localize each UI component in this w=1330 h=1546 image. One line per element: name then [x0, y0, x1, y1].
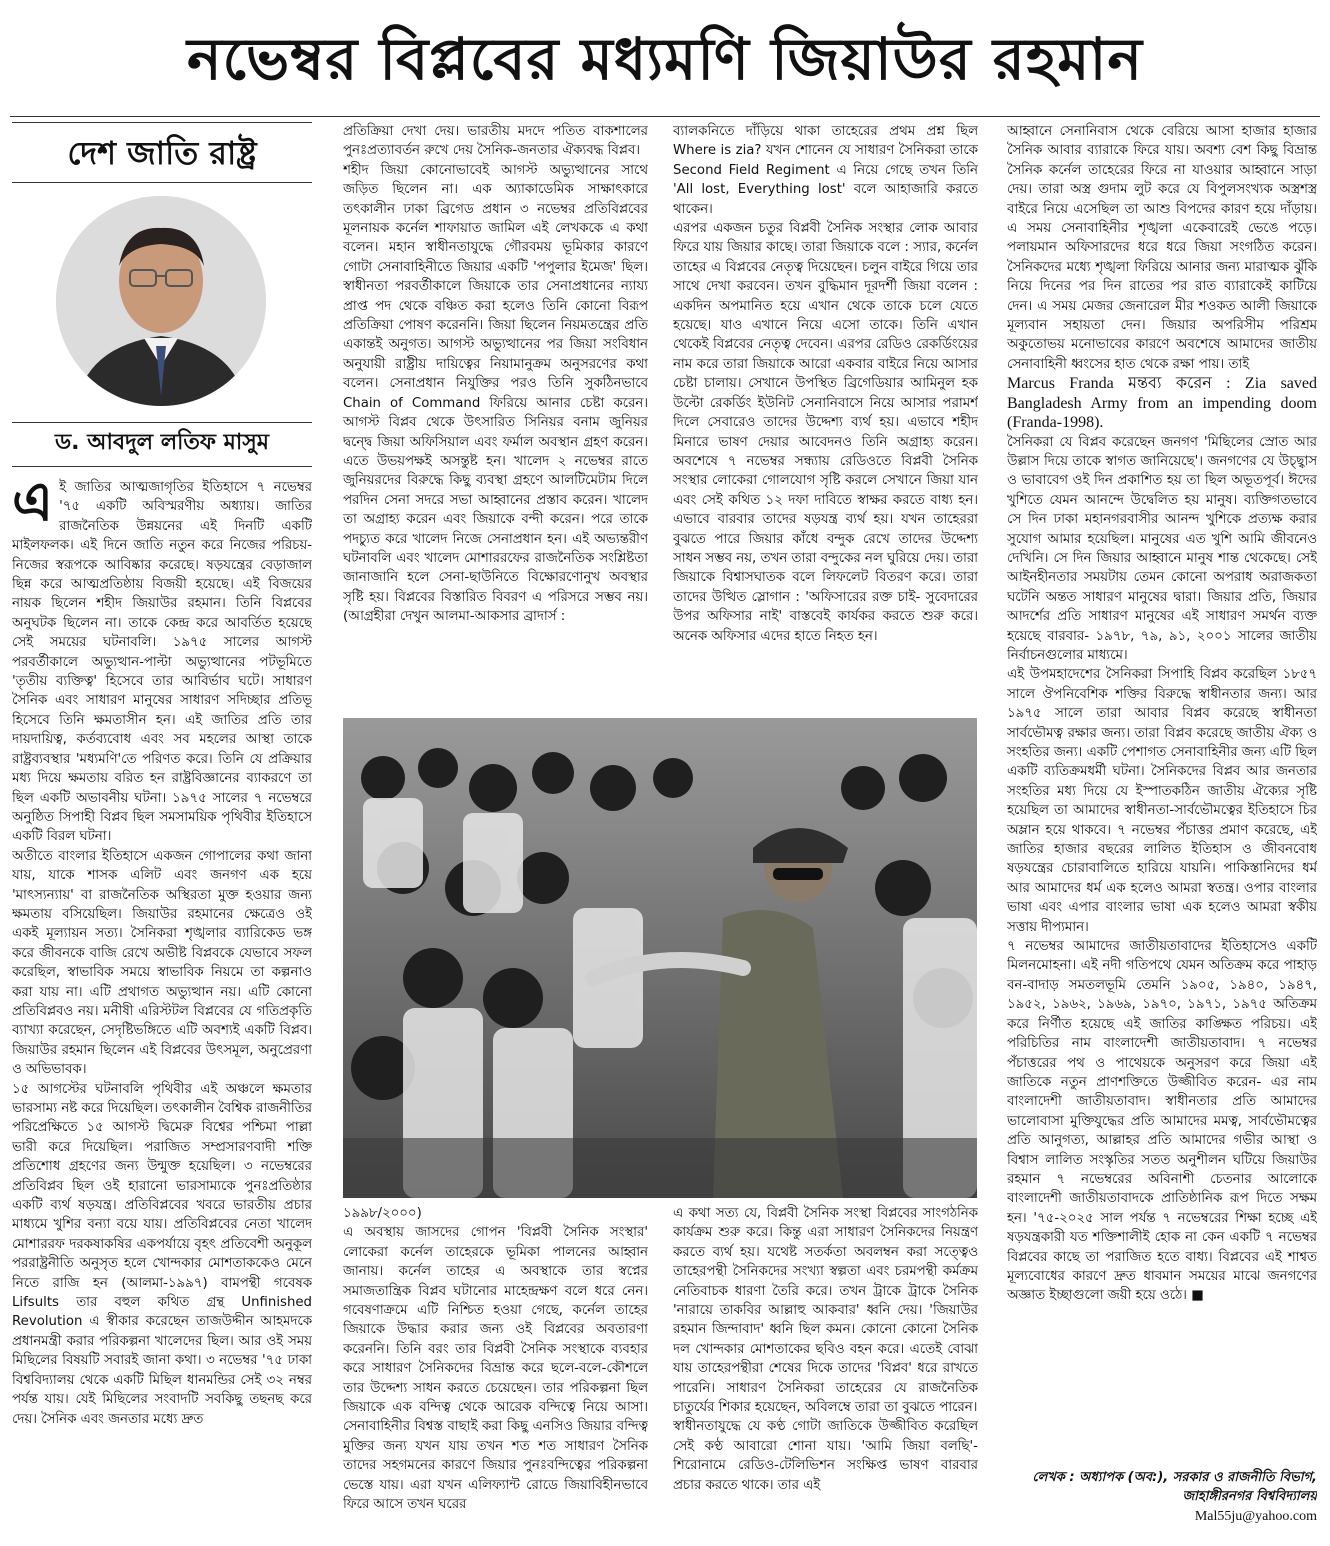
paragraph: এই উপমহাদেশের সৈনিকরা সিপাহি বিপ্লব করেছিল ১৮৫৭ সালে ঔপনিবেশিক শক্তির বিরুদ্ধে স্বাধীনতার জন্য। আর ১৯৭৫ সালে তারা আবার বিপ্লব করেছে স্বাধীনতা সার্বভৌমত্ব রক্ষার জন্য। তারা বিপ্লব করেছে জাতীয় ঐক্য ও সংহতির জন্য। একটি পেশাগত সেনাবাহিনীর জন্য এটি ছিল একটি ব্যতিক্রমধর্মী ঘটনা। সৈনিকদের বিপ্লব আর জনতার সংহতির মধ্য দিয়ে যে ইস্পাতকঠিন জাতীয় ঐক্যের সৃষ্টি হয়েছিল তা আমাদের স্বাধীনতা-সার্বভৌমত্বের ইতিহাসে চির অম্লান হয়ে থাকবে। ৭ নভেম্বর পঁচাত্তর প্রমাণ করেছে, এই জাতির হাজার বছরের লালিত ইতিহাস ও জীবনবোধ ষড়যন্ত্রের চোরাবালিতে হারিয়ে যায়নি। পাকিস্তানিদের ধর্ম আর আমাদের ধর্ম এক হলেও আমরা স্বতন্ত্র। ওপার বাংলার ভাষা এবং এপার বাংলার ভাষা এক হলেও আমরা স্বকীয় সত্তায় দীপ্যমান। [1007, 667, 1317, 935]
paragraph: সৈনিকরা যে বিপ্লব করেছেন জনগণ 'মিছিলের স্রোত আর উল্লাস দিয়ে তাকে স্বাগত জানিয়েছে'। জনগণের যে উচ্ছ্বাস ও ভাবাবেগ ওই দিন প্রকাশিত হয় তা ছিল অভূতপূর্ব। ঈদের খুশিতে যেমন আনন্দে উদ্বেলিত হয় মানুষ। ব্যক্তিগতভাবে সে দিন ঢাকা মহানগরবাসীর আনন্দ খুশিকে প্রত্যক্ষ করার সুযোগ আমার হয়েছিল। মানুষের এত খুশি আমি জীবনেও দেখিনি। সে দিন জিয়ার আহ্বানে মানুষ শান্ত থেকেছে। সেই আইনহীনতার সময়টায় তেমন কোনো অপরাধ অরাজকতা ঘটেনি অন্তত সাধারণ মানুষের দ্বারা। জিয়ার প্রতি, জিয়ার আদর্শের প্রতি সাধারণ মানুষের এই সাধারণ সমর্থন ব্যক্ত হয়েছে বারবার- ১৯৭৮, ৭৯, ৯১, ২০০১ সালের জাতীয় নির্বাচনগুলোর মাধ্যমে। [1007, 434, 1317, 663]
column-3-bottom [673, 1204, 978, 1540]
author-credit: লেখক : অধ্যাপক (অব:), সরকার ও রাজনীতি বিভাগ, জাহাঙ্গীরনগর বিশ্ববিদ্যালয় [1032, 1470, 1317, 1505]
headline-rule [10, 116, 1320, 117]
author-bottom-rule [12, 466, 312, 467]
paragraph: আহ্বানে সেনানিবাস থেকে বেরিয়ে আসা হাজার হাজার সৈনিক আবার ব্যারাকে ফিরে যায়। অবশ্য বেশ কিছু বিভ্রান্ত সৈনিক কর্নেল তাহেরের ফিরে না যাওয়ার আহ্বানে সাড়া দেয়। তারা অস্ত্র গুদাম লুট করে যে বিপুলসংখ্যক অস্ত্রশস্ত্র বাইরে নিয়ে এসেছিল তা আশু বিপদের কারণ হয়ে দাঁড়ায়। এ সময় সেনাবাহিনীর শৃঙ্খলা একেবারেই ভেঙে পড়ে। পলায়মান অফিসারদের ধরে ধরে জিয়া সংগঠিত করেন। সৈনিকদের মধ্যে শৃঙ্খলা ফিরিয়ে আনার জন্য মারাত্মক ঝুঁকি নিয়ে দিনের পর দিন রাতের পর রাত ব্যারাকেই কাটিয়ে দেন। এ সময় মেজর জেনারেল মীর শওকত আলী জিয়াকে মূল্যবান সহায়তা দেন। জিয়ার অপরিসীম পরিশ্রম অকুতোভয় মনোভাবের কারণে অবশেষে আমাদের জাতীয় সেনাবাহিনী ধ্বংসের হাত থেকে রক্ষা পায়। তাই [1007, 124, 1317, 372]
author-name: ড. আবদুল লতিফ মাসুম [54, 430, 269, 455]
column-4 [1007, 122, 1317, 1462]
label-bottom-rule [12, 182, 312, 183]
label-top-rule [12, 122, 312, 123]
column-2-top [343, 122, 648, 710]
intro-paragraph: এই জাতির আত্মজাগৃতির ইতিহাসে ৭ নভেম্বর '৭৫ একটি অবিস্মরণীয় অধ্যায়। জাতির রাজনৈতিক উন্নয়নের এই দিনটি একটি মাইলফলক। এই দিনে জাতি নতুন করে নিজের পরিচয়-নিজের স্বরূপকে আবিষ্কার করেছে। ষড়যন্ত্রের বেড়াজাল ছিন্ন করে আত্মপ্রতিষ্ঠায় বিজয়ী হয়েছে। এই বিজয়ের নায়ক ছিলেন শহীদ জিয়াউর রহমান। তিনি বিপ্লবের অনুঘটক ছিলেন না। তাকে কেন্দ্র করে আবর্তিত হয়েছে সেই সময়ের ঘটনাবলি। ১৯৭৫ সালের আগস্ট পরবর্তীকালে অভ্যুত্থান-পাল্টা অভ্যুত্থানের পটভূমিতে 'তৃতীয় ব্যক্তিত্ব' হিসেবে তার আবির্ভাব ঘটে। সাধারণ সৈনিক এবং সাধারণ মানুষের সাধারণ সদিচ্ছার প্রতিভূ হিসেবে তিনি ক্ষমতাসীন হন। এই জাতির প্রতি তার দায়দায়িত্ব, কর্তব্যবোধ এবং সব মহলের আস্থা তাকে রাষ্ট্রব্যবস্থার 'মধ্যমণি'তে পরিণত করে। তিনি যে প্রক্রিয়ার মধ্য দিয়ে ক্ষমতায় বরিত হন রাষ্ট্রবিজ্ঞানের ব্যাকরণে তা ছিল একটি অভাবনীয় ঘটনা। ১৯৭৫ সালের ৭ নভেম্বরে অনুষ্ঠিত সিপাহী বিপ্লব ছিল সমসাময়িক পৃথিবীর ইতিহাসে একটি বিরল ঘটনা। [12, 478, 312, 845]
author-top-rule [12, 422, 312, 423]
column-label: দেশ জাতি রাষ্ট্র [67, 134, 257, 172]
paragraph: ১৯৯৮/২০০০) [343, 1206, 422, 1221]
author-email: Mal55ju@yahoo.com [1194, 1508, 1317, 1524]
paragraph: ৭ নভেম্বর আমাদের জাতীয়তাবাদের ইতিহাসেও একটি মিলনমোহনা। এই নদী গতিপথে যেমন অতিক্রম করে পাহাড় বন-বাদাড় সমতলভূমি তেমনি ১৯০৫, ১৯৪০, ১৯৪৭, ১৯৫২, ১৯৬২, ১৯৬৯, ১৯৭০, ১৯৭১, ১৯৭৫ অতিক্রম করে নির্ণীত হয়েছে এই জাতির কাঙ্ক্ষিত পরিচয়। এই পরিচিতির নাম বাংলাদেশী জাতীয়তাবাদ। ৭ নভেম্বর পঁচাত্তরের পথ ও পাথেয়কে অনুসরণ করে জিয়া এই জাতিকে নতুন প্রাণশক্তিতে উজ্জীবিত করেন- এর নাম বাংলাদেশী জাতীয়তাবাদ। স্বাধীনতার প্রতি আমাদের ভালোবাসা মুক্তিযুদ্ধের প্রতি আমাদের মমত্ব, সার্বভৌমত্বের প্রতি আনুগত্য, আল্লাহর প্রতি আমাদের গভীর আস্থা ও বিশ্বাস লালিত সংস্কৃতির সতত অনুশীলন ঘটিয়ে জিয়াউর রহমান ৭ নভেম্বরের অবিনাশী চেতনার আলোকে বাংলাদেশী জাতীয়তাবাদকে প্রাতিষ্ঠানিক রূপ দিতে সক্ষম হন। '৭৫-২০২৫ সাল পর্যন্ত ৭ নভেম্বরের শিক্ষা হচ্ছে এই ষড়যন্ত্রকারী যত শক্তিশালীই হোক না কেন একটি ৭ নভেম্বর বিপ্লবের কাছে তা পরাজিত হতে বাধ্য। বিপ্লবের এই শাশ্বত মূল্যবোধের কারণে দ্রুত ধাবমান সময়ের মাঝে জনগণের অজ্ঞাত ইচ্ছাগুলো জয়ী হয়ে ওঠে। ■ [1007, 939, 1317, 1304]
paragraph: ১৫ আগস্টের ঘটনাবলি পৃথিবীর এই অঞ্চলে ক্ষমতার ভারসাম্য নষ্ট করে দিয়েছিল। তৎকালীন বৈশ্বিক রাজনীতির পরিপ্রেক্ষিতে ১৫ আগস্ট দ্বিমেরু বিশ্বের পশ্চিমা পাল্লা ভারী করে দিয়েছিল। পরাজিত সম্প্রসারণবাদী শক্তি প্রতিশোধ গ্রহণের জন্য উন্মুক্ত হয়েছিল। ৩ নভেম্বরের প্রতিবিপ্লব ছিল ওই হারানো ভারসাম্যকে পুনঃপ্রতিষ্ঠার একটি ব্যর্থ ষড়যন্ত্র। প্রতিবিপ্লবের খবরে ভারতীয় প্রচার মাধ্যমে খুশির বন্যা বয়ে যায়। প্রতিবিপ্লবের নেতা খালেদ মোশাররফ দরকষাকষির একপর্যায়ে বৃহৎ প্রতিবেশী অনুকূল পররাষ্ট্রনীতি অনুসৃত হলে খোন্দকার মোশতাককেও মেনে নিতে রাজি হন (আলমা-১৯৯৭) বামপন্থী গবেষক Lifsults তার বহুল কথিত গ্রন্থ Unfinished Revolution এ স্বীকার করেছেন তাজউদ্দীন আহমদকে প্রধানমন্ত্রী করার পরিকল্পনা খালেদের ছিল। আর ওই সময় মিছিলের বিষয়টি সবারই জানা কথা। ৩ নভেম্বর '৭৫ ঢাকা বিশ্ববিদ্যালয় থেকে একটি মিছিল ধানমন্ডির সেই ৩২ নম্বর পর্যন্ত যায়। যেই মিছিলের সংবাদটি সবকিছু তছনছ করে দেয়। সৈনিক এবং জনতার মধ্যে দ্রুত [12, 1081, 312, 1427]
crowd-photo [343, 718, 977, 1198]
paragraph: প্রতিক্রিয়া দেখা দেয়। ভারতীয় মদদে পতিত বাকশালের পুনঃপ্রত্যাবর্তন রুখে দেয় সৈনিক-জনতার ঐক্যবদ্ধ বিপ্লব। [343, 124, 648, 159]
column-2-bottom [343, 1204, 648, 1540]
column-1 [12, 478, 312, 1538]
quote-english: Marcus Franda মন্তব্য করেন : Zia saved Bangladesh Army from an impending doom (Franda-1998). [1007, 375, 1317, 432]
paragraph: এরপর একজন চতুর বিপ্লবী সৈনিক সংস্থার লোক আবার ফিরে যায় জিয়ার কাছে। তারা জিয়াকে বলে : স্যার, কর্নেল তাহের এ বিপ্লবের নেতৃত্ব দিয়েছেন। চলুন বাইরে গিয়ে তার সাথে দেখা করবেন। তখন বুদ্ধিমান দূরদর্শী জিয়া বলেন : একদিন অপমানিত হয়ে এখান থেকে তাকে চলে যেতে হয়েছে। যাও এখানে নিয়ে এসো তাকে। তিনি এখান থেকেই বিপ্লবের নেতৃত্ব দেবেন। এরপর রেডিও রেকর্ডিংয়ের নাম করে তারা জিয়াকে আরো একবার বাইরে নিয়ে আসার চেষ্টা চালায়। সেখানে উপস্থিত ব্রিগেডিয়ার আমিনুল হক উল্টো রেকর্ডিং ইউনিট সেনানিবাসে নিয়ে আসার পরামর্শ দিলে সেবারেও তাদের উদ্দেশ্য ব্যর্থ হয়। এভাবে শহীদ মিনারে ভাষণ দেয়ার আবেদনও তিনি অগ্রাহ্য করেন। অবশেষে ৭ নভেম্বর সন্ধ্যায় রেডিওতে বিপ্লবী সৈনিক সংস্থার লোকেরা গোলযোগ সৃষ্টি করলে সেখানে জিয়া যান এবং সেই কথিত ১২ দফা দাবিতে স্বাক্ষর করতে বাধ্য হন। এভাবে বারবার তাদের ষড়যন্ত্র ব্যর্থ হয়। যখন তাহেররা বুঝতে পারে জিয়ার কাঁধে বন্দুক রেখে তাদের উদ্দেশ্য সাধন সম্ভব নয়, তখন তারা বন্দুকের নল ঘুরিয়ে দেয়। তারা জিয়াকে বিশ্বাসঘাতক বলে লিফলেট বিতরণ করে। তারা তাদের উত্থিত স্লোগান : 'অফিসারের রক্ত চাই- সুবেদারের উপর অফিসার নাই' বাস্তবেই কার্যকর করতে শুরু করে। অনেক অফিসার এদের হাতে নিহত হন। [673, 221, 978, 644]
paragraph: শহীদ জিয়া কোনোভাবেই আগস্ট অভ্যুত্থানের সাথে জড়িত ছিলেন না। এক অ্যাকাডেমিক সাক্ষাৎকারে তৎকালীন ঢাকা ব্রিগেড প্রধান ৩ নভেম্বর প্রতিবিপ্লবের মূলনায়ক কর্নেল শাফায়াত জামিল এই লেখককে এ কথা বলেন। মহান স্বাধীনতাযুদ্ধে গৌরবময় ভূমিকার কারণে গোটা সেনাবাহিনীতে জিয়ার একটি 'পপুলার ইমেজ' ছিল। স্বাধীনতা পরবর্তীকালে জিয়াকে তার সেনাপ্রধানের ন্যায্য প্রাপ্ত পদ থেকে বঞ্চিত করা হলেও তিনি কোনো বিরূপ প্রতিক্রিয়া পোষণ করেননি। জিয়া ছিলেন নিয়মতন্ত্রের প্রতি একান্তই অনুগত। আগস্ট অভ্যুত্থানের পর জিয়া সংবিধান অনুযায়ী রাষ্ট্রীয় দায়িত্বের নিয়ামানুক্রম অনুসরণের কথা বলেন। সেনাপ্রধান নিযুক্তির পরও তিনি সুকঠিনভাবে Chain of Command ফিরিয়ে আনার চেষ্টা করেন। আগস্ট বিপ্লব থেকে উৎসারিত সিনিয়র বনাম জুনিয়র দ্বন্দ্বে জিয়া অফিসিয়াল এবং ফর্মাল অবস্থান গ্রহণ করেন। এতে উভয়পক্ষই অসন্তুষ্ট হন। খালেদ ২ নভেম্বর রাতে জুনিয়রদের বিরুদ্ধে কিছু ব্যবস্থা গ্রহণে আলটিমেটাম দিলে পরদিন সেনা সদরে সভা আহ্বানের প্রস্তাব করেন। খালেদ তা অগ্রাহ্য করেন এবং জিয়াকে বন্দী করেন। পরে তাকে পদচ্যুত করে খালেদ নিজে সেনাপ্রধান হন। এই অভ্যন্তরীণ ঘটনাবলি এবং খালেদ মোশাররফের রাজনৈতিক সংশ্লিষ্টতা জানাজানি হলে সেনা-ছাউনিতে বিক্ষোরণোনুখ অবস্থার সৃষ্টি হয়। বিপ্লবের বিস্তারিত বিবরণ এ পরিসরে সম্ভব নয়। (আগ্রহীরা দেখুন আলমা-আকসার ব্রাদার্স : [343, 162, 648, 625]
dropcap: এ [12, 478, 54, 533]
paragraph: অতীতে বাংলার ইতিহাসে একজন গোপালের কথা জানা যায়, যাকে শাসক এলিট এবং জনগণ এক হয়ে 'মাৎস্যন্যায়' বা রাজনৈতিক অস্থিরতা মুক্ত হওয়ার জন্য ক্ষমতায় বসিয়েছিল। জিয়াউর রহমানের ক্ষেত্রেও ওই একই মূল্যায়ন সত্য। সৈনিকরা শৃঙ্খলার ব্যারিকেড ভঙ্গ করে জীবনকে বাজি রেখে অভীষ্ট বিপ্লবকে যেভাবে সফল করেছিল, স্বাভাবিক সময়ে স্বাভাবিক নিয়মে তা কল্পনাও করা যায় না। এটি প্রথাগত অভ্যুত্থান নয়। এটি কোনো প্রতিবিপ্লবও নয়। মনীষী এরিস্টটল বিপ্লবের যে গতিপ্রকৃতি ব্যাখ্যা করেছেন, সেদৃষ্টিভঙ্গিতে এটি অবশ্যই একটি বিপ্লব। জিয়াউর রহমান ছিলেন এই বিপ্লবের উৎসমূল, অনুপ্রেরণা ও অভিভাবক। [12, 848, 312, 1078]
author-photo [56, 196, 266, 406]
headline: নভেম্বর বিপ্লবের মধ্যমণি জিয়াউর রহমান [187, 25, 1143, 93]
column-3-top [673, 122, 978, 710]
paragraph: এ অবস্থায় জাসদের গোপন 'বিপ্লবী সৈনিক সংস্থার' লোকেরা কর্নেল তাহেরকে ভূমিকা পালনের আহ্বান জানায়। কর্নেল তাহের এ অবস্থাকে তার স্বপ্নের সমাজতান্ত্রিক বিপ্লব ঘটানোর মাহেন্দ্রক্ষণ বলে ধরে নেন। গবেষণাক্রমে এটি নিশ্চিত হওয়া গেছে, কর্নেল তাহের জিয়াকে উদ্ধার করার জন্য ওই বিপ্লবের অবতারণা করেননি। তিনি বরং তার বিপ্লবী সৈনিক সংস্থাকে ব্যবহার করে সাধারণ সৈনিকদের বিভ্রান্ত করে ছলে-বলে-কৌশলে তার উদ্দেশ্য সাধন করতে চেয়েছেন। তার পরিকল্পনা ছিল জিয়াকে এক বন্দিত্ব থেকে আরেক বন্দিত্বে নিয়ে আসা। সেনাবাহিনীর বিশ্বস্ত বাছাই করা কিছু এনসিও জিয়ার বন্দিত্ব মুক্তির জন্য যখন যায় তখন শত শত সাধারণ সৈনিক তাদের সহগমনের কারণে জিয়ার পুনঃবন্দিত্বের পরিকল্পনা ভেস্তে যায়। এরা যখন এলিফ্যান্ট রোডে জিয়াবিহীনভাবে ফিরে আসে তখন ঘরের [343, 1225, 648, 1513]
paragraph: স্বাধীনতাযুদ্ধে যে কণ্ঠ গোটা জাতিকে উজ্জীবিত করেছিল সেই কণ্ঠ আবারো শোনা যায়। 'আমি জিয়া বলছি'- শিরোনামে রেডিও-টেলিভিশন সংক্ষিপ্ত ভাষণ বারবার প্রচার করতে থাকে। তার এই [673, 1419, 978, 1493]
paragraph: এ কথা সত্য যে, বিপ্লবী সৈনিক সংস্থা বিপ্লবের সাংগঠনিক কার্যক্রম শুরু করে। কিন্তু এরা সাধারণ সৈনিকদের নিয়ন্ত্রণ করতে ব্যর্থ হয়। যথেষ্ট সতর্কতা অবলম্বন করা সত্ত্বেও তাহেরপন্থী সৈনিকদের সংখ্যা স্বল্পতা এবং চরমপন্থী কর্মক্রম নেতিবাচক ধারণা তৈরি করে। তখন ট্রাকে ট্রাকে সৈনিক 'নারায়ে তাকবির আল্লাহু আকবার' ধ্বনি দেয়। 'জিয়াউর রহমান জিন্দাবাদ' ধ্বনি ছিল কমন। কোনো কোনো সৈনিক দল খোন্দকার মোশতাকের ছবিও বহন করে। এতেই বোঝা যায় তাহেরপন্থীরা শেষের দিকে তাদের 'বিপ্লব' ধরে রাখতে পারেনি। সাধারণ সৈনিকরা তাহেরের যে রাজনৈতিক চাতুর্যের শিকার হয়েছেন, অবিলম্বে তারা তা বুঝতে পারেন। [673, 1206, 978, 1416]
paragraph: ব্যালকনিতে দাঁড়িয়ে থাকা তাহেরের প্রথম প্রশ্ন ছিল Where is zia? যখন শোনেন যে সাধারণ সৈনিকরা তাকে Second Field Regiment এ নিয়ে গেছে তখন তিনি 'All lost, Everything lost' বলে আহাজারি করতে থাকেন। [673, 124, 978, 217]
byline-block [1007, 1468, 1317, 1540]
